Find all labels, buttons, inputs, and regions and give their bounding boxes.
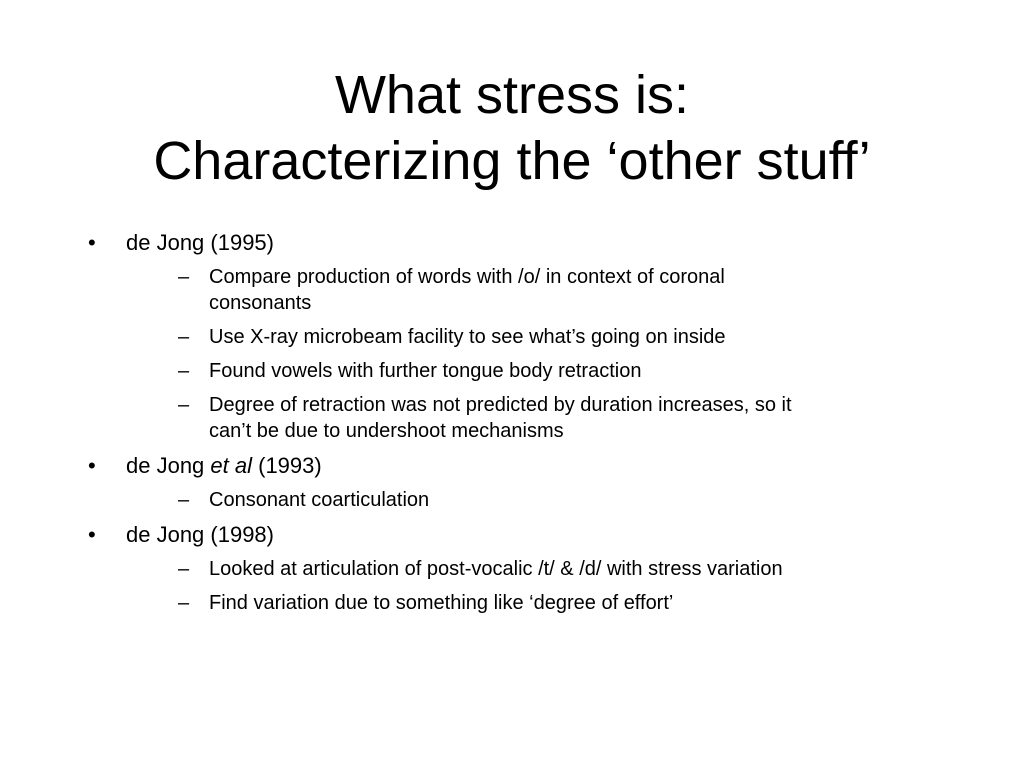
sub-marker: – <box>178 326 190 348</box>
bullet-item <box>88 521 968 616</box>
sub-marker: – <box>178 558 190 580</box>
sub-list <box>126 264 968 444</box>
bullet-marker: • <box>88 453 96 478</box>
slide-title-line-1: What stress is: <box>334 65 690 125</box>
bullet-text: de Jong (1998) <box>126 522 274 547</box>
sub-text: Consonant coarticulation <box>209 489 430 511</box>
bullet-text-pre: de Jong <box>126 453 211 478</box>
sub-marker: – <box>178 394 190 416</box>
sub-marker: – <box>178 592 190 614</box>
sub-list <box>126 556 968 616</box>
slide-title-line-2: Characterizing the ‘other stuff’ <box>153 131 871 191</box>
sub-text: Use X-ray microbeam facility to see what’s going on inside <box>209 326 726 348</box>
sub-item <box>126 358 999 384</box>
bullet-marker: • <box>88 230 96 255</box>
sub-text: Find variation due to something like ‘degree of effort’ <box>209 592 674 614</box>
bullet-marker: • <box>88 522 96 547</box>
sub-item <box>126 264 999 316</box>
sub-marker: – <box>178 489 190 511</box>
sub-text-line: can’t be due to undershoot mechanisms <box>209 420 564 442</box>
sub-item <box>126 590 999 616</box>
sub-text <box>209 264 999 316</box>
sub-item <box>126 392 999 444</box>
sub-item <box>126 324 999 350</box>
slide-title <box>0 62 1024 194</box>
bullet-text-post: (1993) <box>252 453 322 478</box>
sub-text: Looked at articulation of post-vocalic /t/ & /d/ with stress variation <box>209 558 783 580</box>
bullet-item <box>88 452 968 513</box>
sub-text-line: Compare production of words with /o/ in context of coronal <box>209 266 725 288</box>
sub-item <box>126 556 999 582</box>
sub-text <box>209 392 999 444</box>
sub-item <box>126 487 999 513</box>
slide-body <box>88 229 968 624</box>
bullet-text <box>126 453 322 478</box>
bullet-text: de Jong (1995) <box>126 230 274 255</box>
bullet-text-italic: et al <box>210 453 252 478</box>
sub-list <box>126 487 968 513</box>
sub-marker: – <box>178 360 190 382</box>
sub-marker: – <box>178 266 190 288</box>
bullet-item <box>88 229 968 444</box>
sub-text-line: Degree of retraction was not predicted by duration increases, so it <box>209 394 792 416</box>
sub-text: Found vowels with further tongue body retraction <box>209 360 642 382</box>
sub-text-line: consonants <box>209 292 312 314</box>
